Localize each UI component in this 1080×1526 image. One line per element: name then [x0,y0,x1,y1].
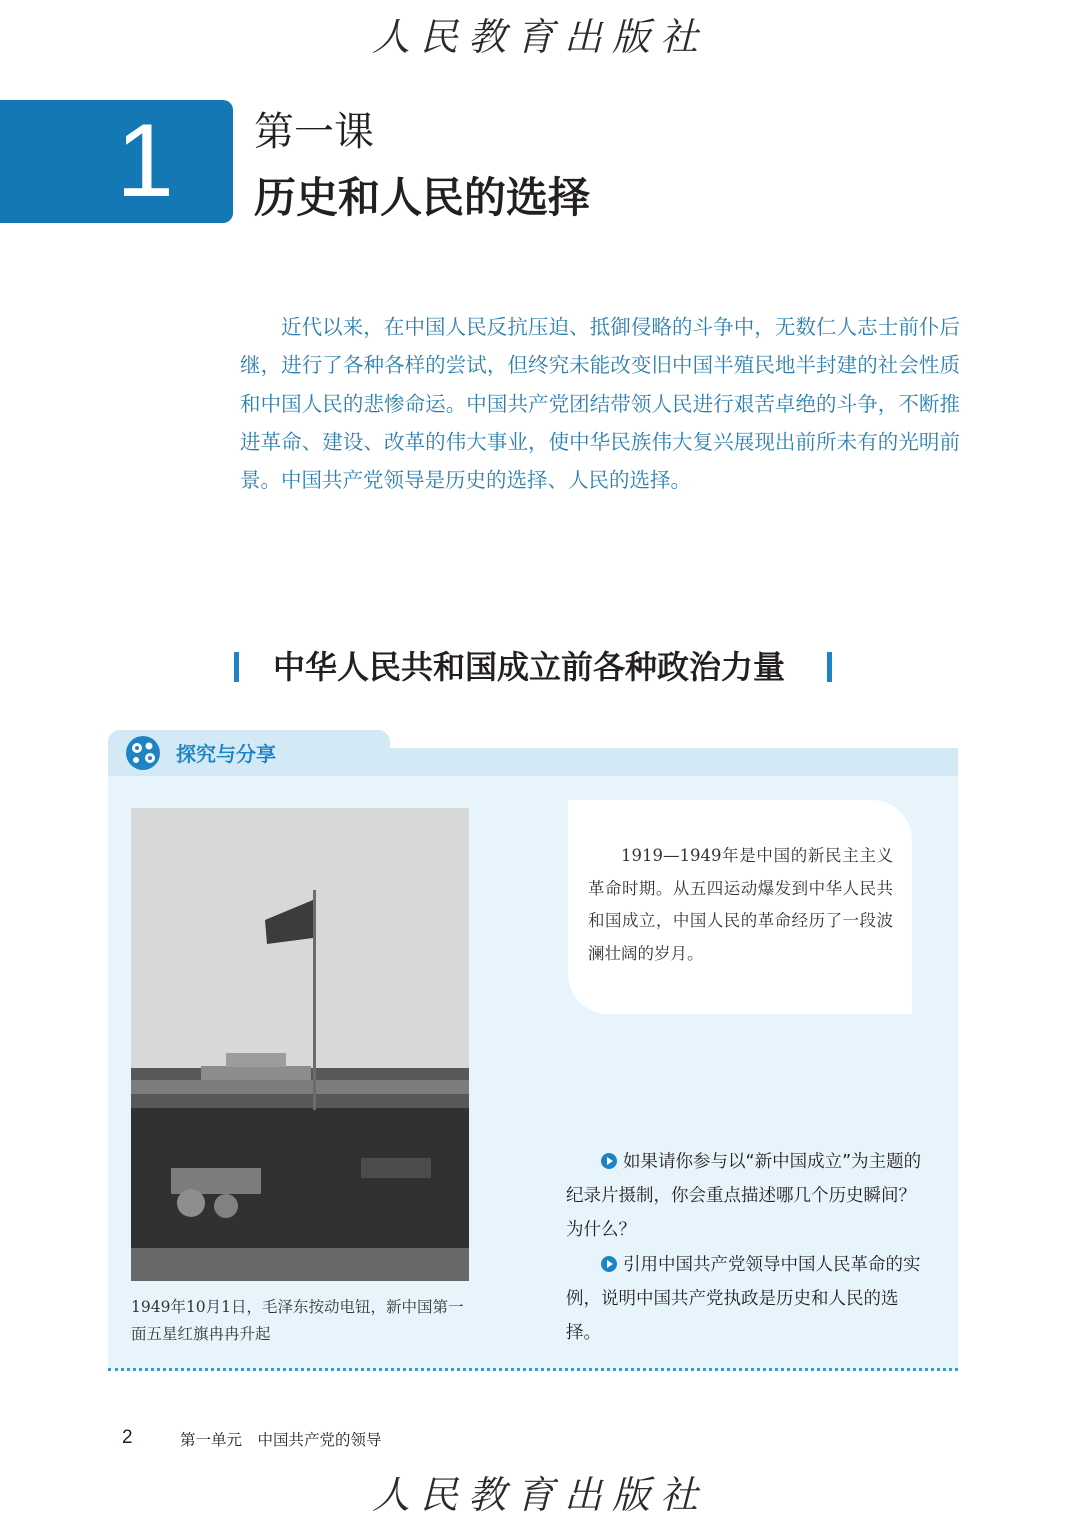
explore-panel-divider [108,1368,958,1371]
section-heading-block [230,640,840,692]
heading-bar-left [234,652,239,682]
speech-bubble-text: 1919—1949年是中国的新民主主义革命时期。从五四运动爆发到中华人民共和国成立，中国人民的革命经历了一段波澜壮阔的岁月。 [588,846,893,963]
intro-paragraph: 近代以来，在中国人民反抗压迫、抵御侵略的斗争中，无数仁人志士前仆后继，进行了各种各样的尝试，但终究未能改变旧中国半殖民地半封建的社会性质和中国人民的悲惨命运。中国共产党团结带领人民进行艰苦卓绝的斗争，不断推进革命、建设、改革的伟大事业，使中华民族伟大复兴展现出前所未有的光明前景。中国共产党领导是历史的选择、人民的选择。 [240,315,960,493]
lesson-label: 第一课 [254,109,374,155]
section-heading: 中华人民共和国成立前各种政治力量 [273,648,786,686]
page-number: 2 [122,1427,133,1448]
play-bullet-icon [601,1256,617,1272]
flag-raising-photo [131,808,469,1281]
photo-caption: 1949年10月1日，毛泽东按动电钮，新中国第一面五星红旗冉冉升起 [131,1298,464,1343]
question-item [566,1145,926,1247]
lesson-title: 历史和人民的选择 [254,173,591,222]
play-bullet-icon [601,1153,617,1169]
question-text: 如果请你参与以“新中国成立”为主题的纪录片摄制，你会重点描述哪几个历史瞬间？为什么？ [566,1152,922,1240]
lesson-number: 1 [116,103,174,219]
publisher-mark-bottom: 人民教育出版社 [371,1473,708,1517]
explore-icon [124,734,162,772]
question-text: 引用中国共产党领导中国人民革命的实例，说明中国共产党执政是历史和人民的选择。 [566,1255,921,1343]
publisher-mark-top: 人民教育出版社 [371,15,708,59]
running-footer: 第一单元 中国共产党的领导 [180,1431,382,1449]
question-item [566,1248,926,1350]
explore-label: 探究与分享 [176,742,276,766]
heading-bar-right [827,652,832,682]
